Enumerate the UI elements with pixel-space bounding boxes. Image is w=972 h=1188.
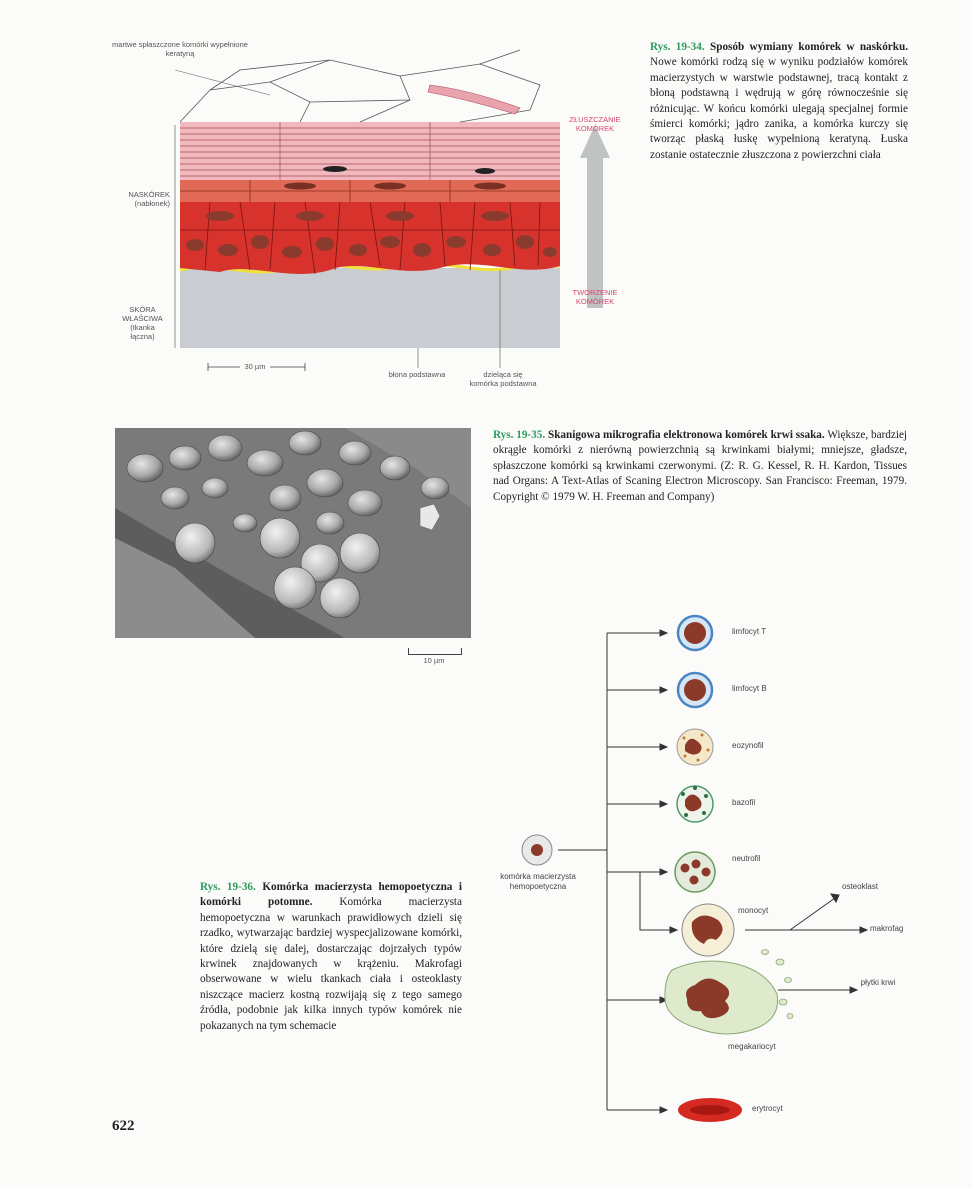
sem-scale-bar	[408, 648, 462, 655]
caption-19-35: Rys. 19-35. Skanigowa mikrografia elektronowa komórek krwi ssaka. Większe, bardziej okrągłe komórki z nierówną powierzchnią są krwinkami białymi; mniejsze, gładsze, spłaszczone komórki są krwinkami czerwonymi. (Z: R. G. Kessel, R. H. Kardon, Tissues nad Organs: A Text-Atlas of Scaning Electron Microscopy. San Francisco: Freeman, 1979. Copyright © 1979 W. H. Freeman and Company)	[493, 429, 908, 503]
label-dermis: SKÓRA WŁAŚCIWA (tkanka łączna)	[122, 305, 163, 341]
sem-image	[115, 428, 471, 638]
label-stem-cell: komórka macierzysta hemopoetyczna	[500, 872, 576, 891]
cell-label-lymphocyte-b: limfocyt B	[732, 684, 767, 693]
sem-micrograph	[115, 428, 471, 638]
label-platelets: płytki krwi	[860, 978, 896, 987]
sem-scale-label: 10 µm	[423, 656, 445, 665]
cell-label-monocyte: monocyt	[738, 906, 769, 915]
label-dividing-cell: dzieląca się komórka podstawna	[469, 370, 537, 388]
cell-label-erythrocyte: erytrocyt	[752, 1104, 783, 1113]
cell-label-basophil: bazofil	[732, 798, 756, 807]
label-epidermis: NASKÓREK (nabłonek)	[128, 190, 170, 208]
caption-19-34: Rys. 19-34. Sposób wymiany komórek w naskórku. Nowe komórki rodzą się w wyniku podziałów komórek macierzystych w warstwie podstawnej, tracą kontakt z błoną podstawną i wędrują w górę równocześnie się różnicując. W końcu komórki ulegają specjalnej formie śmierci komórki; jądro zanika, a komórka kurczy się tworząc płaską łuskę wypełnioną keratyną. Łuska zostanie ostatecznie złuszczona z powierzchni ciała	[650, 41, 909, 161]
epidermis-diagram	[100, 30, 640, 390]
cell-label-neutrophil: neutrofil	[732, 854, 761, 863]
cell-label-lymphocyte-t: limfocyt T	[732, 627, 767, 636]
cell-label-eosinophil: eozynofil	[732, 741, 764, 750]
lineage-tree	[480, 610, 920, 1130]
label-osteoclast: osteoklast	[842, 882, 879, 891]
label-macrophage: makrofag	[870, 924, 904, 933]
label-basal-membrane: błona podstawna	[388, 370, 446, 379]
scale-30um: 30 µm	[240, 362, 270, 371]
page-number: 622	[112, 1118, 135, 1134]
hematopoiesis-diagram	[480, 610, 920, 1130]
caption-19-36: Rys. 19-36. Komórka macierzysta hemopoetyczna i komórki potomne. Komórka macierzysta hemopoetyczna w warunkach prawidłowych dzieli się rzadko, wytwarzając bardziej wyspecjalizowane komórki, które dzielą się dalej, dostarczając dojrzałych typów krwinek znajdowanych w krążeniu. Makrofagi obserwowane w wielu tkankach ciała i osteoklasty niszczące macierz kostną rozwijają się z tego samego źródła, podobnie jak kilka innych typów komórek nie pokazanych na tym schemacie	[200, 881, 463, 1032]
cell-label-megakaryocyte: megakariocyt	[728, 1042, 776, 1051]
figure-19-34	[100, 30, 640, 390]
label-dead-cells: martwe spłaszczone komórki wypełnione keratyną	[112, 40, 248, 58]
label-shedding: ZŁUSZCZANIE KOMÓREK	[569, 115, 621, 133]
label-formation: TWORZENIE KOMÓREK	[572, 288, 618, 306]
